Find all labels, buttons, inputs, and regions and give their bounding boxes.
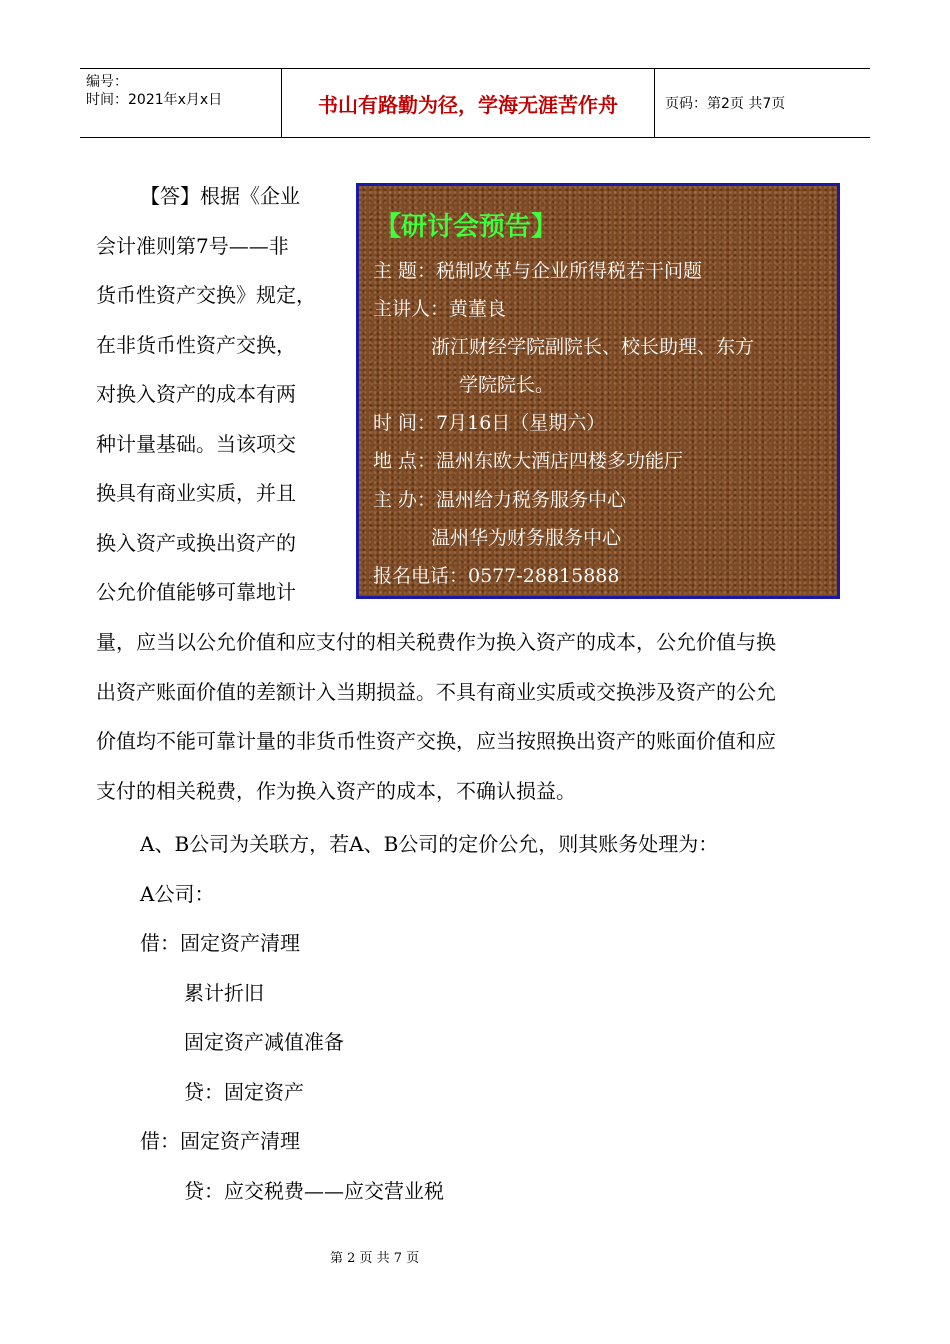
entry-line: 借：固定资产清理: [140, 1129, 300, 1153]
number-label: 编号：: [86, 74, 128, 90]
seminar-speaker: 主讲人：黄董良: [373, 298, 507, 320]
text-line: 种计量基础。当该项交: [96, 431, 296, 456]
seminar-speaker-title-cont: 学院院长。: [459, 374, 555, 396]
text-line: 价值均不能可靠计量的非货币性资产交换，应当按照换出资产的账面价值和应: [96, 729, 776, 753]
header-table: [80, 68, 870, 138]
entry-line: 借：固定资产清理: [140, 931, 300, 955]
time-label: 时间：2021年x月x日: [86, 92, 223, 108]
entry-line: 固定资产减值准备: [184, 1030, 344, 1054]
text-line: 支付的相关税费，作为换入资产的成本，不确认损益。: [96, 778, 576, 803]
text-line: 会计准则第7号——非: [96, 233, 289, 258]
text-line: 【答】根据《企业: [140, 184, 300, 208]
entry-line: 累计折旧: [184, 980, 264, 1005]
seminar-place: 地 点：温州东欧大酒店四楼多功能厅: [373, 450, 684, 472]
seminar-phone: 报名电话：0577-28815888: [373, 565, 620, 587]
text-line: 出资产账面价值的差额计入当期损益。不具有商业实质或交换涉及资产的公允: [96, 679, 776, 704]
seminar-title: 【研讨会预告】: [375, 212, 558, 242]
accounting-entries: [140, 820, 718, 1216]
text-line: 货币性资产交换》规定，: [96, 283, 316, 307]
company-label: A公司：: [140, 881, 215, 906]
text-line: 公允价值能够可靠地计: [96, 580, 296, 604]
entry-line: 贷：应交税费——应交营业税: [184, 1178, 444, 1203]
page-info: 页码：第2页 共7页: [665, 96, 786, 112]
text-line: 量，应当以公允价值和应支付的相关税费作为换入资产的成本，公允价值与换: [96, 630, 776, 654]
text-line: 换具有商业实质，并且: [96, 481, 296, 505]
left-column-text: [96, 172, 336, 618]
page-footer: 第 2 页 共 7 页: [330, 1251, 420, 1266]
text-line: 在非货币性资产交换，: [96, 332, 296, 357]
seminar-host-2: 温州华为财务服务中心: [431, 527, 622, 549]
seminar-topic: 主 题：税制改革与企业所得税若干问题: [373, 260, 703, 282]
seminar-time: 时 间：7月16日（星期六）: [373, 412, 606, 434]
seminar-host: 主 办：温州给力税务服务中心: [373, 489, 627, 511]
main-paragraph: [96, 618, 871, 816]
entries-intro: A、B公司为关联方，若A、B公司的定价公允，则其账务处理为：: [140, 832, 719, 856]
seminar-notice-box: [356, 183, 840, 599]
text-line: 换入资产或换出资产的: [96, 530, 296, 555]
header-left-cell: [80, 69, 282, 137]
seminar-speaker-title: 浙江财经学院副院长、校长助理、东方: [431, 336, 755, 358]
text-line: 对换入资产的成本有两: [96, 382, 296, 406]
entry-line: 贷：固定资产: [184, 1079, 304, 1104]
motto: 书山有路勤为径，学海无涯苦作舟: [282, 69, 655, 137]
